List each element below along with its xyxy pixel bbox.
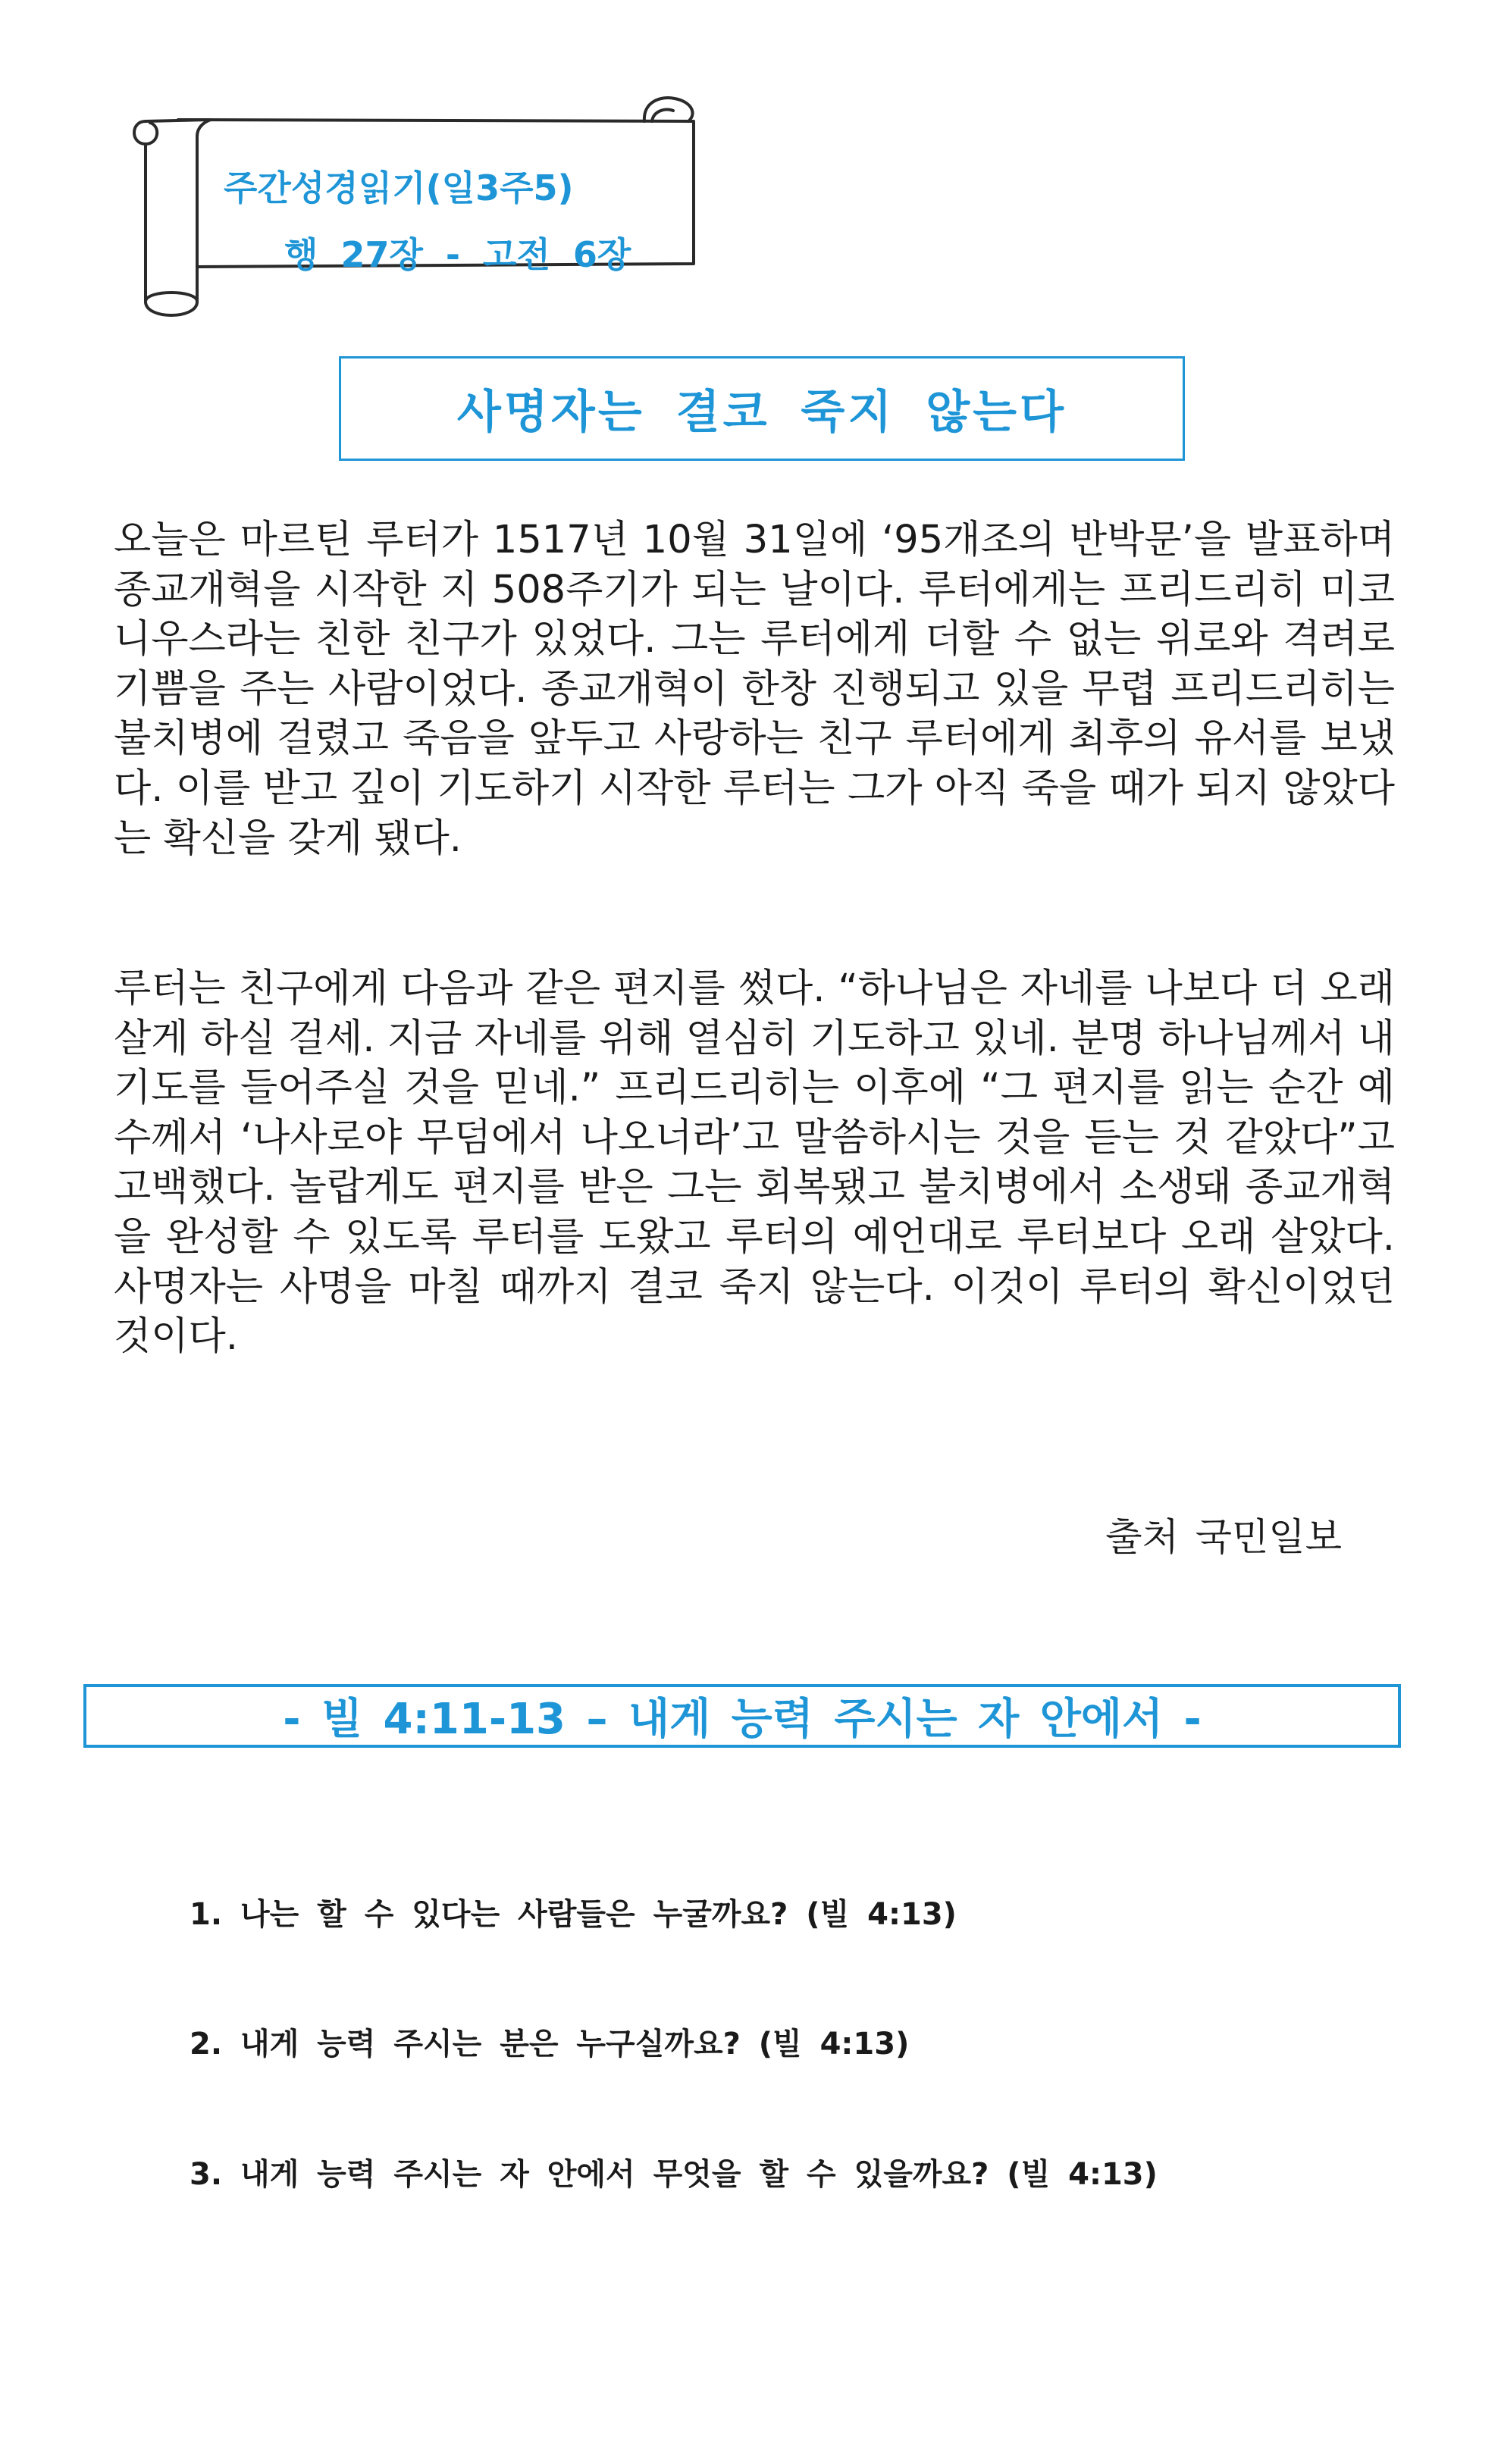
scroll-banner-illustration: [121, 91, 720, 333]
verse-heading-box: [83, 1684, 1401, 1748]
scroll-banner: [121, 91, 720, 333]
reading-range: 행 27장 - 고전 6장: [284, 234, 631, 275]
question-2: 2. 내게 능력 주시는 분은 누구실까요? (빌 4:13): [190, 2027, 910, 2062]
verse-heading: - 빌 4:11-13 – 내게 능력 주시는 자 안에서 -: [283, 1695, 1202, 1744]
article-paragraph-1: 오늘은 마르틴 루터가 1517년 10월 31일에 ‘95개조의 반박문’을 발표하며 종교개혁을 시작한 지 508주기가 되는 날이다. 루터에게는 프리드리히 미코니우스라는 친한 친구가 있었다. 그는 루터에게 더할 수 없는 위로와 격려로 기쁨을 주는 사람이었다. 종교개혁이 한창 진행되고 있을 무렵 프리드리히는 불치병에 걸렸고 죽음을 앞두고 사랑하는 친구 루터에게 최후의 유서를 보냈다. 이를 받고 깊이 기도하기 시작한 루터는 그가 아직 죽을 때가 되지 않았다는 확신을 갖게 됐다.: [114, 518, 1395, 861]
question-1: 1. 나는 할 수 있다는 사람들은 누굴까요? (빌 4:13): [190, 1897, 957, 1932]
article-title-box: [339, 356, 1185, 461]
article-title: 사명자는 결코 죽지 않는다: [456, 386, 1067, 439]
question-3: 3. 내게 능력 주시는 자 안에서 무엇을 할 수 있을까요? (빌 4:13): [190, 2157, 1158, 2192]
source-credit: 출처 국민일보: [1105, 1515, 1342, 1559]
article-paragraph-2: 루터는 친구에게 다음과 같은 편지를 썼다. “하나님은 자네를 나보다 더 오래 살게 하실 걸세. 지금 자네를 위해 열심히 기도하고 있네. 분명 하나님께서 내 기도를 들어주실 것을 믿네.” 프리드리히는 이후에 “그 편지를 읽는 순간 예수께서 ‘나사로야 무덤에서 나오너라’고 말씀하시는 것을 듣는 것 같았다”고 고백했다. 놀랍게도 편지를 받은 그는 회복됐고 불치병에서 소생돼 종교개혁을 완성할 수 있도록 루터를 도왔고 루터의 예언대로 루터보다 오래 살았다. 사명자는 사명을 마칠 때까지 결코 죽지 않는다. 이것이 루터의 확신이었던 것이다.: [114, 966, 1395, 1360]
reading-plan-label: 주간성경읽기(일3주5): [224, 168, 574, 208]
